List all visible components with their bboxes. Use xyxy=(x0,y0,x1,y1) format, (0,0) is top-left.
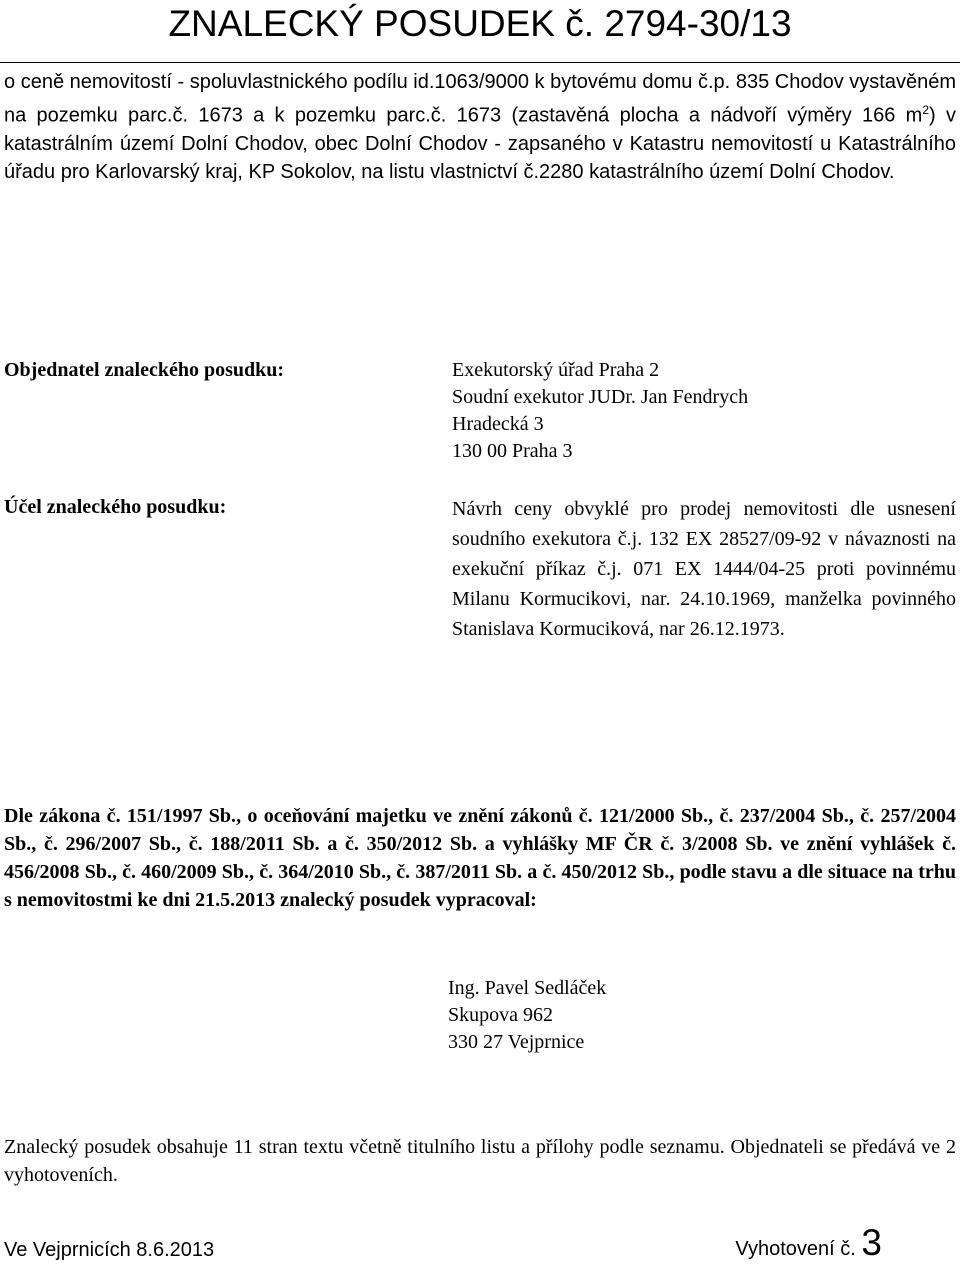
subject-text-end: ) v katastrálním území Dolní Chodov, obec Dolní Chodov - zapsaného v Katastru nemovitostí u Katastrálního úřadu pro Karlovarský kraj, KP Sokolov, na listu vlastnictví č.2280 katastrálního území Dolní Chodov. xyxy=(4,104,956,183)
expert-name: Ing. Pavel Sedláček xyxy=(448,977,607,999)
purpose-text: Návrh ceny obvyklé pro prodej nemovitosti dle usnesení soudního exekutora č.j. 132 EX 28527/09-92 v návaznosti na exekuční příkaz č.j. 071 EX 1444/04-25 proti povinnému Milanu Kormucikovi, nar. 24.10.1969, manželka povinného Stanislava Kormuciková, nar 26.12.1973. xyxy=(452,498,956,640)
expert-address xyxy=(448,975,606,1056)
place-and-date: Ve Vejprnicích 8.6.2013 xyxy=(4,1239,215,1261)
law-amendments: , o oceňování majetku ve znění zákonů č. 121/2000 Sb., č. 237/2004 Sb., č. 257/2004 Sb., č. 296/2007 Sb., č. 188/2011 Sb. a č. 350/2012 Sb. a vyhlášky MF ČR č. 3/2008 Sb. ve znění vyhlášek č. 456/2008 Sb., č. 460/2009 Sb., č. 364/2010 Sb., č. 387/2011 Sb. a č. 450/2012 Sb. xyxy=(4,805,956,883)
copy-number xyxy=(735,1222,882,1270)
expert-street: Skupova 962 xyxy=(448,1004,553,1026)
legal-basis xyxy=(4,802,956,914)
client-street: Hradecká 3 xyxy=(452,413,544,435)
client-city: 130 00 Praha 3 xyxy=(452,440,573,462)
copy-number-value: 3 xyxy=(861,1222,882,1263)
expert-city: 330 27 Vejprnice xyxy=(448,1031,585,1053)
client-address xyxy=(452,357,748,465)
client-bailiff: Soudní exekutor JUDr. Jan Fendrych xyxy=(452,386,749,408)
purpose-label: Účel znaleckého posudku: xyxy=(4,496,227,518)
document-note: Znalecký posudek obsahuje 11 stran textu včetně titulního listu a přílohy podle seznamu. Objednateli se předává ve 2 vyhotoveních. xyxy=(4,1136,956,1186)
law-reference: Dle zákona č. 151/1997 Sb. xyxy=(4,805,237,827)
subject-description xyxy=(4,68,956,186)
subject-text-start: o ceně nemovitostí - spoluvlastnického podílu id.1063/9000 k bytovému domu č.p. 835 Chodov vystavěném na pozemku parc.č. 1673 a k pozemku parc.č. 1673 (zastavěná plocha a nádvoří výměry 166 m xyxy=(4,71,956,127)
copy-label: Vyhotovení č. xyxy=(735,1238,856,1260)
law-valuation-date: , podle stavu a dle situace na trhu s nemovitostmi ke dni 21.5.2013 znalecký posudek vypracoval: xyxy=(4,861,957,911)
area-unit-exponent: 2 xyxy=(922,103,930,117)
client-label: Objednatel znaleckého posudku: xyxy=(4,359,285,381)
client-office: Exekutorský úřad Praha 2 xyxy=(452,359,660,381)
document-title: ZNALECKÝ POSUDEK č. 2794-30/13 xyxy=(168,3,792,44)
title-divider xyxy=(0,62,960,63)
